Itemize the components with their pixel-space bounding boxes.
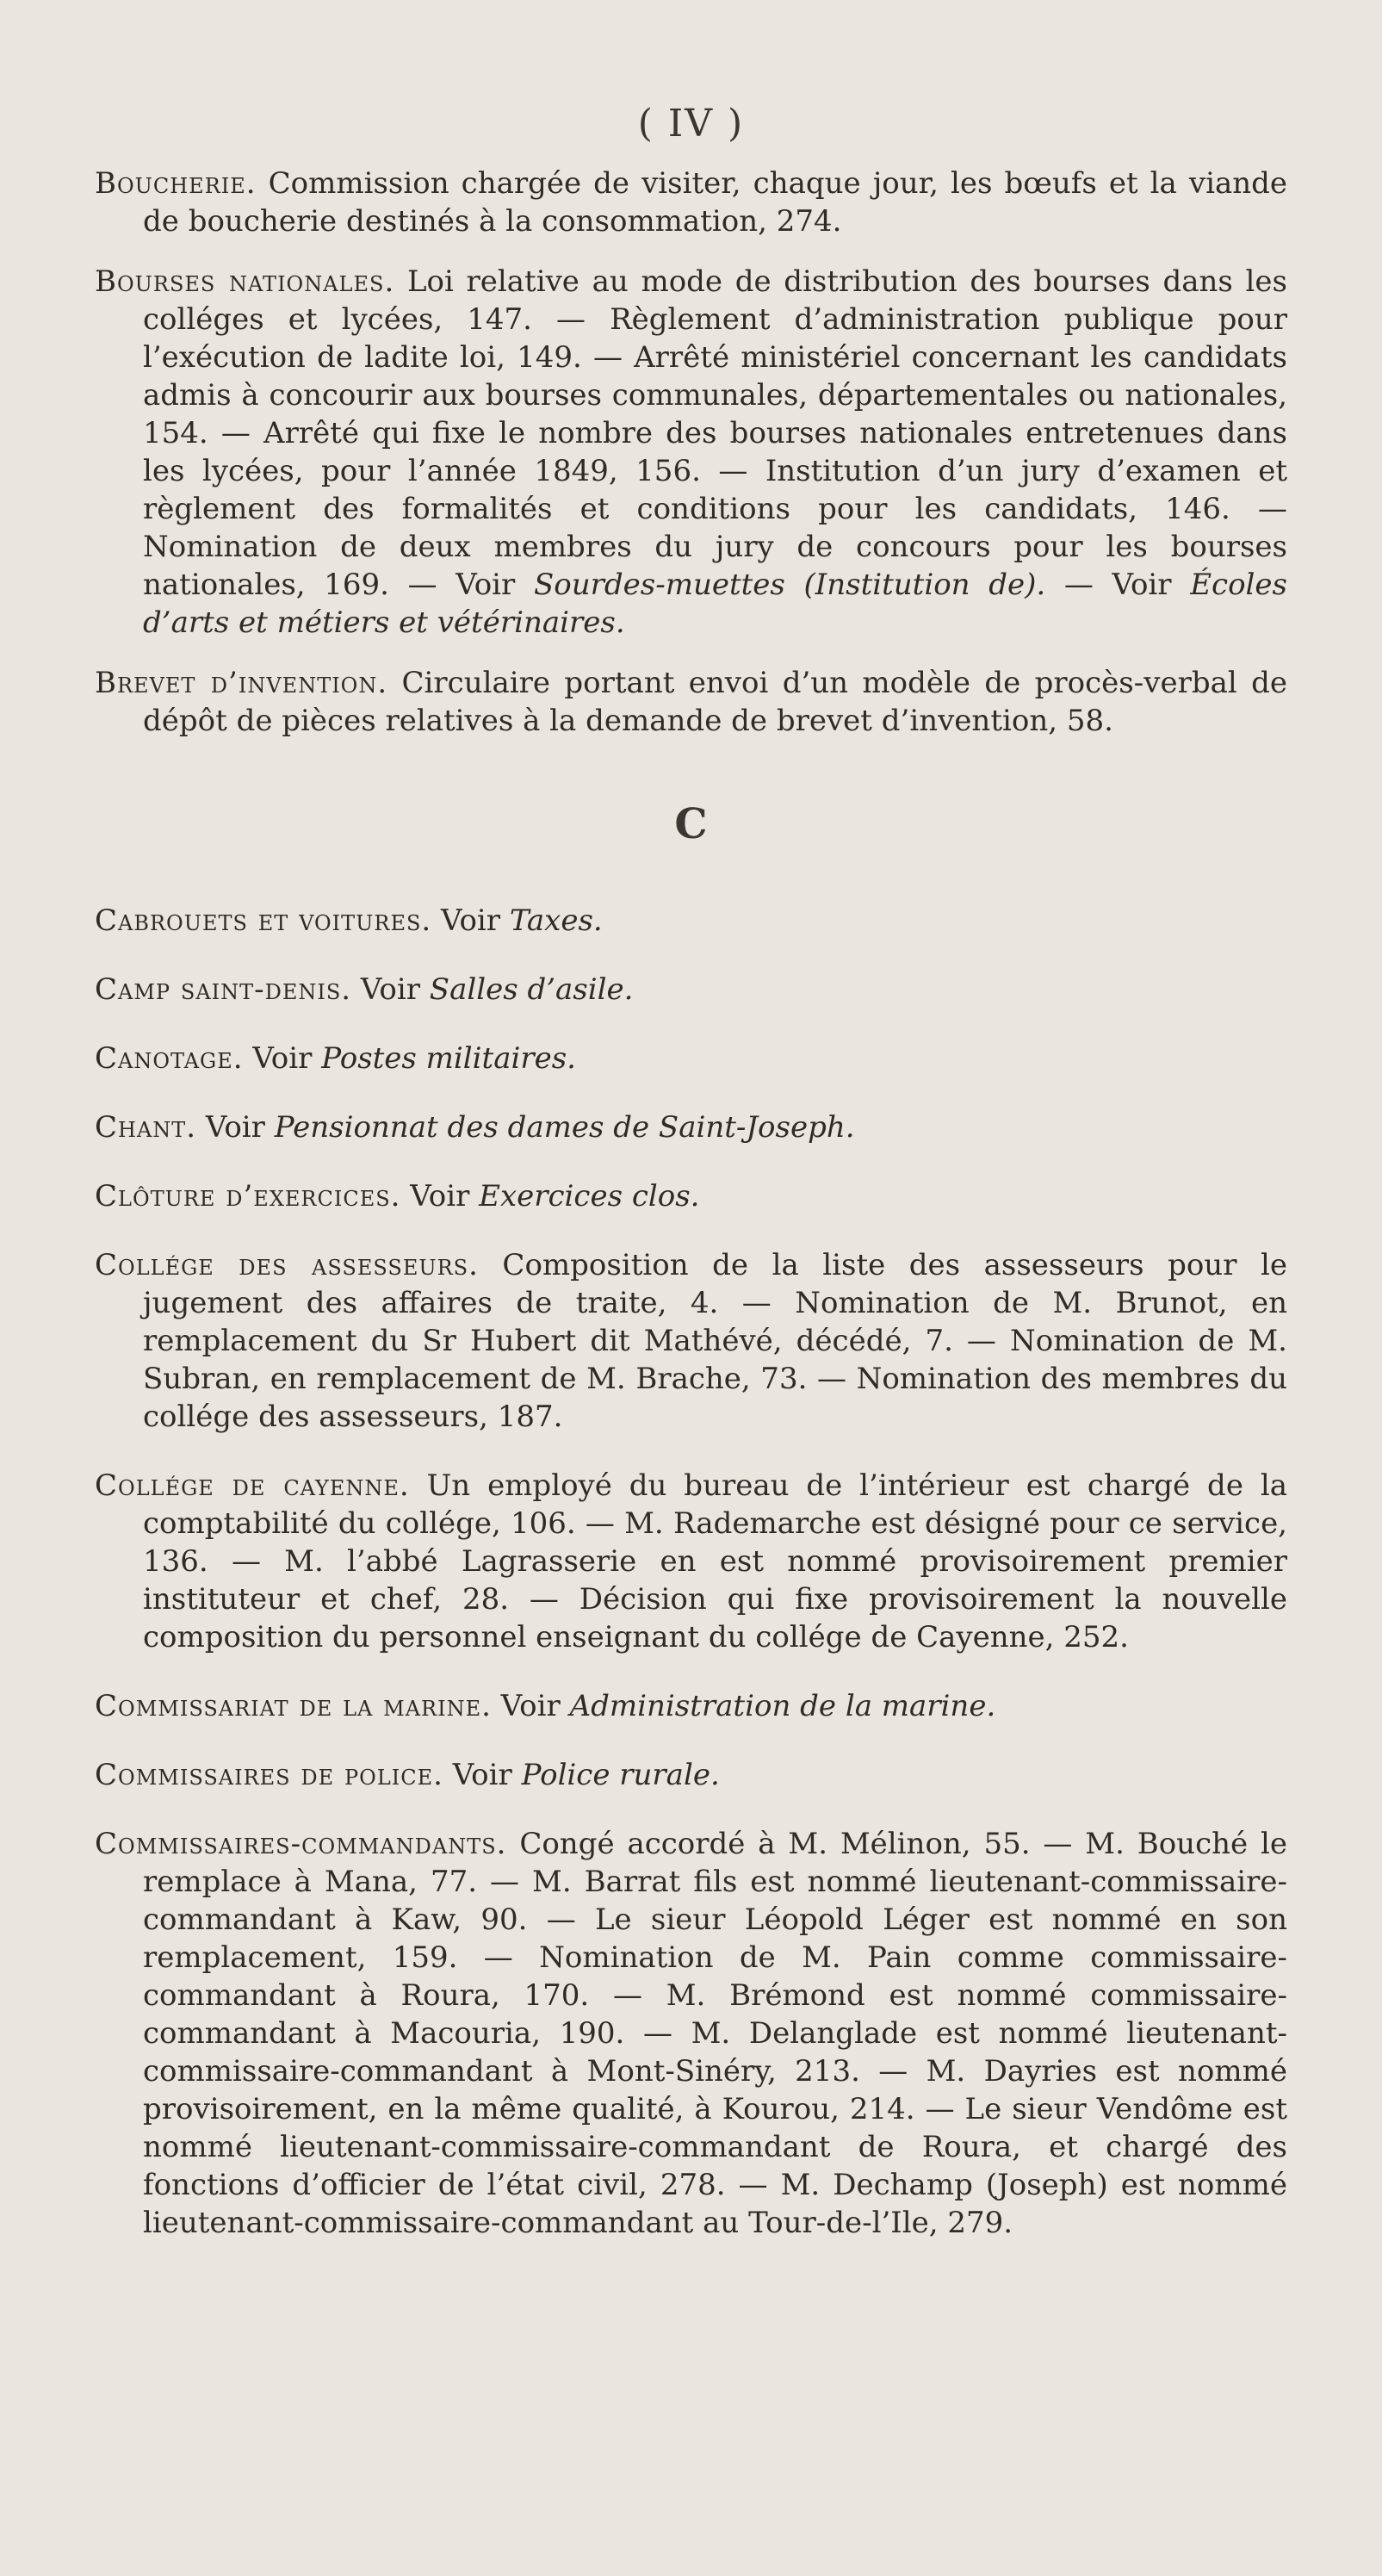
entry-commissaires-de-police <box>95 1756 1287 1794</box>
entry-head: Collége des assesseurs. <box>95 1248 479 1282</box>
entry-body: Composition de la liste des assesseurs pour le jugement des affaires de traite, 4. — Nomination de M. Brunot, en remplacement du Sr Hubert dit Mathévé, décédé, 7. — Nomination de M. Subran, en remplacement de M. Brache, 73. — Nomination des membres du collége des assesseurs, 187. <box>143 1248 1287 1434</box>
entry-cabrouets <box>95 902 1287 940</box>
entry-body: Commission chargée de visiter, chaque jour, les bœufs et la viande de boucherie destinés à la consommation, 274. <box>143 166 1287 239</box>
entry-bourses-nationales <box>95 263 1287 642</box>
entry-reference: Police rurale. <box>521 1758 720 1792</box>
entry-body: Voir <box>491 1689 570 1723</box>
section-letter: C <box>674 800 708 848</box>
entry-college-de-cayenne <box>95 1467 1287 1656</box>
entry-head: Collége de cayenne. <box>95 1468 410 1503</box>
entry-body: Congé accordé à M. Mélinon, 55. — M. Bouché le remplace à Mana, 77. — M. Barrat fils est nommé lieutenant-commissaire-commandant à Kaw, 90. — Le sieur Léopold Léger est nommé en son remplacement, 159. — Nomination de M. Pain comme commissaire-commandant à Roura, 170. — M. Brémond est nommé commissaire-commandant à Macouria, 190. — M. Delanglade est nommé lieutenant-commissaire-commandant à Mont-Sinéry, 213. — M. Dayries est nommé provisoirement, en la même qualité, à Kourou, 214. — Le sieur Vendôme est nommé lieutenant-commissaire-commandant de Roura, et chargé des fonctions d’officier de l’état civil, 278. — M. Dechamp (Joseph) est nommé lieutenant-commissaire-commandant au Tour-de-l’Ile, 279. <box>143 1827 1287 2240</box>
entry-reference: Écoles d’arts et métiers et vétérinaires. <box>143 568 1287 640</box>
entry-reference: Pensionnat des dames de Saint-Joseph. <box>274 1110 855 1145</box>
entry-head: Bourses nationales. <box>95 264 395 299</box>
entry-commissariat-de-la-marine <box>95 1687 1287 1725</box>
entry-reference: Salles d’asile. <box>429 972 634 1007</box>
entry-body: Voir <box>431 903 510 938</box>
entry-head: Commissariat de la marine. <box>95 1689 492 1723</box>
entry-reference: Taxes. <box>509 903 603 938</box>
entry-head: Boucherie. <box>95 166 257 201</box>
entry-college-des-assesseurs <box>95 1246 1287 1436</box>
entry-body: Loi relative au mode de distribution des bourses dans les colléges et lycées, 147. — Règlement d’administration publique pour l’exécution de ladite loi, 149. — Arrêté ministériel concernant les candidats admis à concourir aux bourses communales, départementales ou nationales, 154. — Arrêté qui fixe le nombre des bourses nationales entretenues dans les lycées, pour l’année 1849, 156. — Institution d’un jury d’examen et règlement des formalités et conditions pour les candidats, 146. — Nomination de deux membres du jury de concours pour les bourses nationales, 169. — Voir <box>143 264 1287 602</box>
entry-body: Voir <box>443 1758 522 1792</box>
entry-head: Chant. <box>95 1110 197 1145</box>
entry-brevet-d-invention <box>95 664 1287 740</box>
entry-body-continued: — Voir <box>1045 568 1191 602</box>
entry-chant <box>95 1108 1287 1146</box>
entry-body: Circulaire portant envoi d’un modèle de procès-verbal de dépôt de pièces relatives à la demande de brevet d’invention, 58. <box>143 666 1287 738</box>
entry-head: Clôture d’exercices. <box>95 1179 401 1214</box>
entry-body: Voir <box>351 972 430 1007</box>
entry-canotage <box>95 1040 1287 1077</box>
entry-body: Voir <box>400 1179 480 1214</box>
entry-reference: Sourdes-muettes (Institution de). <box>533 568 1046 602</box>
entry-reference: Exercices clos. <box>479 1179 700 1214</box>
entry-head: Canotage. <box>95 1041 244 1076</box>
entry-commissaires-commandants <box>95 1825 1287 2242</box>
entry-camp-saint-denis <box>95 971 1287 1009</box>
entry-body: Un employé du bureau de l’intérieur est chargé de la comptabilité du collége, 106. — M. Rademarche est désigné pour ce service, 136. — M. l’abbé Lagrasserie en est nommé provisoirement premier instituteur et chef, 28. — Décision qui fixe provisoirement la nouvelle composition du personnel enseignant du collége de Cayenne, 252. <box>143 1468 1287 1654</box>
entry-body: Voir <box>243 1041 322 1076</box>
entry-reference: Administration de la marine. <box>569 1689 996 1723</box>
entry-body: Voir <box>196 1110 275 1145</box>
entry-head: Camp saint-denis. <box>95 972 352 1007</box>
entry-head: Cabrouets et voitures. <box>95 903 432 938</box>
page-number: ( IV ) <box>637 102 745 146</box>
entry-head: Brevet d’invention. <box>95 666 388 700</box>
entry-boucherie <box>95 164 1287 240</box>
entry-cloture-d-exercices <box>95 1177 1287 1215</box>
entry-reference: Postes militaires. <box>321 1041 576 1076</box>
entry-head: Commissaires-commandants. <box>95 1827 507 1861</box>
entry-head: Commissaires de police. <box>95 1758 443 1792</box>
